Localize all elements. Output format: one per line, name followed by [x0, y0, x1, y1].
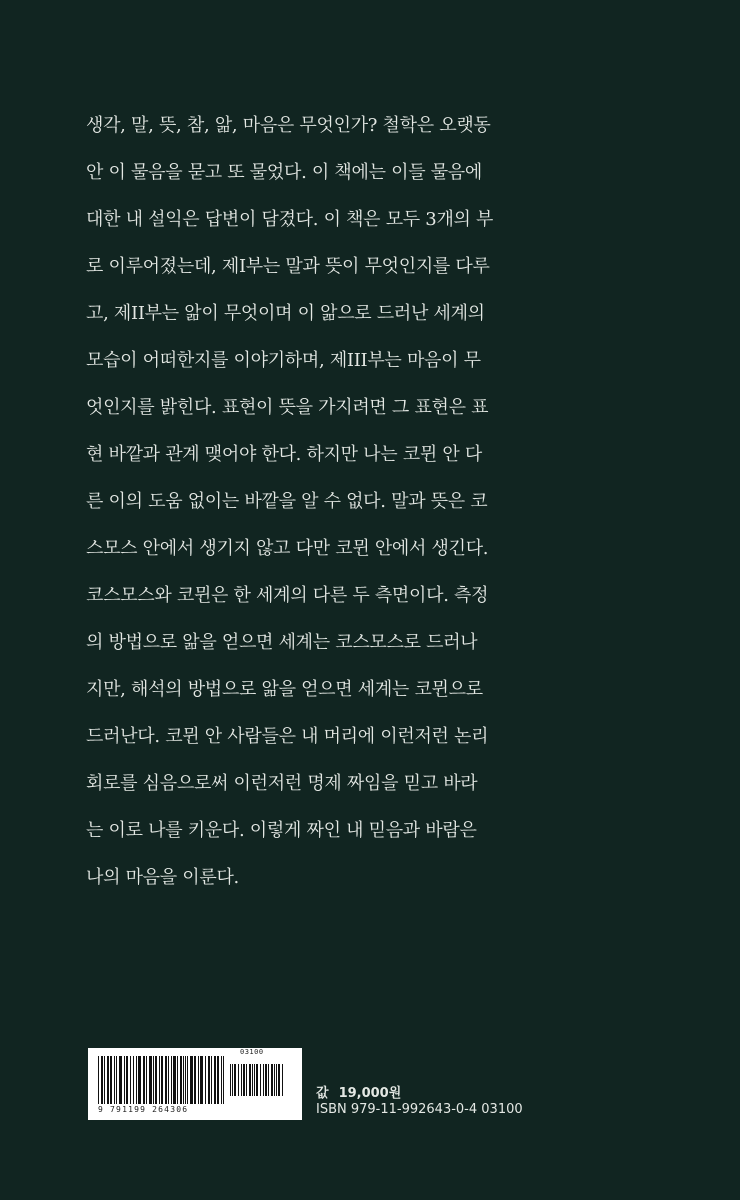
barcode-bar — [104, 1056, 105, 1104]
barcode-digits: 9 791199 264306 — [98, 1105, 189, 1114]
barcode-addon-bars — [230, 1056, 292, 1096]
barcode-bar — [234, 1064, 236, 1096]
blurb-line: 안 이 물음을 묻고 또 물었다. 이 책에는 이들 물음에 — [86, 162, 482, 183]
barcode-bar — [98, 1056, 99, 1104]
blurb-line: 모습이 어떠한지를 이야기하며, 제III부는 마음이 무 — [86, 350, 481, 371]
blurb-line: 고, 제II부는 앎이 무엇이며 이 앎으로 드러난 세계의 — [86, 303, 485, 324]
barcode-bar — [161, 1056, 163, 1104]
barcode-bar — [254, 1064, 255, 1096]
barcode-bar — [110, 1056, 112, 1104]
barcode-bar — [107, 1056, 109, 1104]
barcode-bar — [136, 1056, 137, 1104]
barcode-bar — [153, 1056, 154, 1104]
blurb-line: 현 바깥과 관계 맺어야 한다. 하지만 나는 코뮌 안 다 — [86, 444, 482, 465]
barcode-bar — [180, 1056, 182, 1104]
barcode-bar — [187, 1056, 188, 1104]
barcode-bar — [155, 1056, 157, 1104]
barcode-bar — [252, 1064, 253, 1096]
blurb-line: 코스모스와 코뮌은 한 세계의 다른 두 측면이다. 측정 — [86, 585, 489, 606]
barcode-bar — [221, 1056, 222, 1104]
barcode-bar — [282, 1064, 283, 1096]
barcode-bar — [159, 1056, 160, 1104]
barcode-bar — [149, 1056, 152, 1104]
barcode-addon-digits: 03100 — [240, 1048, 264, 1056]
barcode-bar — [101, 1056, 103, 1104]
barcode-bar — [171, 1056, 172, 1104]
barcode-bar — [114, 1056, 115, 1104]
blurb-line: 생각, 말, 뜻, 참, 앎, 마음은 무엇인가? 철학은 오랫동 — [86, 115, 491, 136]
barcode-bar — [200, 1056, 203, 1104]
barcode-bar — [130, 1056, 131, 1104]
barcode-bar — [238, 1064, 239, 1096]
blurb-line: 회로를 심음으로써 이런저런 명제 짜임을 믿고 바라 — [86, 773, 478, 794]
isbn: ISBN 979-11-992643-0-4 03100 — [316, 1102, 523, 1117]
barcode-bars — [98, 1056, 226, 1104]
barcode-bar — [116, 1056, 117, 1104]
blurb-text — [86, 112, 646, 911]
blurb-line: 의 방법으로 앎을 얻으면 세계는 코스모스로 드러나 — [86, 632, 478, 653]
barcode-bar — [146, 1056, 147, 1104]
barcode-bar — [208, 1056, 210, 1104]
blurb-line: 대한 내 설익은 답변이 담겼다. 이 책은 모두 3개의 부 — [86, 209, 494, 230]
barcode-bar — [124, 1056, 125, 1104]
blurb-line: 른 이의 도움 없이는 바깥을 알 수 없다. 말과 뜻은 코 — [86, 491, 488, 512]
blurb-line: 엇인지를 밝힌다. 표현이 뜻을 가지려면 그 표현은 표 — [86, 397, 489, 418]
barcode-bar — [168, 1056, 169, 1104]
blurb-line: 로 이루어졌는데, 제I부는 말과 뜻이 무엇인지를 다루 — [86, 256, 490, 277]
barcode-bar — [265, 1064, 267, 1096]
barcode-bar — [268, 1064, 269, 1096]
barcode-bar — [260, 1064, 261, 1096]
barcode-bar — [246, 1064, 247, 1096]
barcode-bar — [274, 1064, 275, 1096]
barcode-bar — [119, 1056, 122, 1104]
barcode-bar — [190, 1056, 193, 1104]
price — [316, 1082, 401, 1101]
blurb-line: 는 이로 나를 키운다. 이렇게 짜인 내 믿음과 바람은 — [86, 820, 477, 841]
barcode-bar — [173, 1056, 176, 1104]
barcode-bar — [198, 1056, 199, 1104]
barcode-bar — [223, 1056, 224, 1104]
barcode-bar — [211, 1056, 212, 1104]
barcode-bar — [241, 1064, 242, 1096]
barcode-bar — [232, 1064, 233, 1096]
barcode-bar — [205, 1056, 206, 1104]
barcode-bar — [133, 1056, 134, 1104]
blurb-line: 스모스 안에서 생기지 않고 다만 코뮌 안에서 생긴다. — [86, 538, 489, 559]
barcode-bar — [278, 1064, 280, 1096]
price-label: 값 — [316, 1086, 329, 1101]
blurb-line: 나의 마음을 이룬다. — [86, 867, 239, 888]
barcode-bar — [217, 1056, 219, 1104]
barcode-bar — [165, 1056, 167, 1104]
barcode-bar — [276, 1064, 277, 1096]
barcode-bar — [185, 1056, 186, 1104]
barcode-bar — [230, 1064, 231, 1096]
barcode-bar — [177, 1056, 178, 1104]
barcode-bar — [214, 1056, 216, 1104]
barcode-bar — [271, 1064, 273, 1096]
barcode-bar — [263, 1064, 264, 1096]
barcode — [88, 1048, 302, 1120]
barcode-bar — [126, 1056, 128, 1104]
barcode-bar — [256, 1064, 258, 1096]
barcode-bar — [194, 1056, 196, 1104]
barcode-bar — [249, 1064, 251, 1096]
barcode-bar — [143, 1056, 145, 1104]
price-value: 19,000원 — [338, 1086, 402, 1101]
blurb-line: 드러난다. 코뮌 안 사람들은 내 머리에 이런저런 논리 — [86, 726, 489, 747]
blurb-line: 지만, 해석의 방법으로 앎을 얻으면 세계는 코뮌으로 — [86, 679, 483, 700]
barcode-bar — [138, 1056, 141, 1104]
barcode-bar — [243, 1064, 245, 1096]
barcode-bar — [183, 1056, 184, 1104]
